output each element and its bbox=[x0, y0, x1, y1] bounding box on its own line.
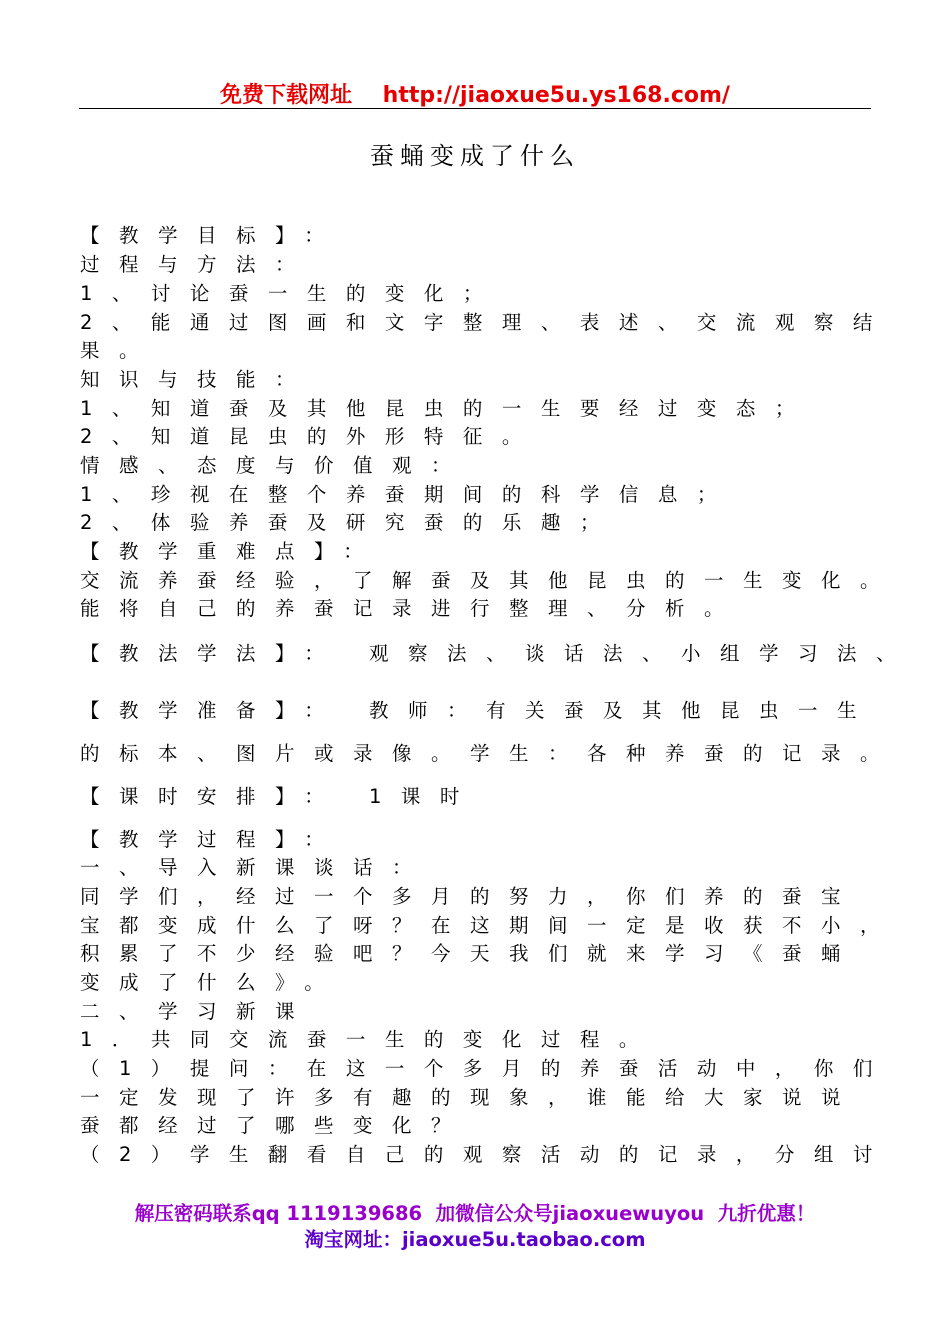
download-url-link[interactable]: http://jiaoxue5u.ys168.com/ bbox=[382, 83, 730, 108]
text-line: 【教学目标】： bbox=[80, 224, 344, 247]
text-line: 1、讨论蚕一生的变化； bbox=[80, 282, 502, 305]
text-line: 【教学重难点】： bbox=[80, 540, 383, 563]
text-line: （1）提问：在这一个多月的养蚕活动中，你们 bbox=[80, 1057, 892, 1080]
download-banner bbox=[0, 78, 950, 109]
text-line: 【教学准备】： 教师：有关蚕及其他昆虫一生 bbox=[80, 699, 876, 722]
footer-shop-link[interactable]: 淘宝网址：jiaoxue5u.taobao.com bbox=[304, 1228, 646, 1251]
text-line: 【教法学法】： 观察法、谈话法、小组学习法、 bbox=[80, 642, 915, 665]
text-line: 一、导入新课谈话： bbox=[80, 856, 432, 879]
text-line: （2）学生翻看自己的观察活动的记录，分组讨 bbox=[80, 1143, 892, 1166]
text-line: 2、体验养蚕及研究蚕的乐趣； bbox=[80, 511, 619, 534]
download-label: 免费下载网址 bbox=[220, 83, 353, 108]
text-line: 能将自己的养蚕记录进行整理、分析。 bbox=[80, 597, 744, 620]
text-line: 蚕都经过了哪些变化？ bbox=[80, 1114, 471, 1137]
text-line: 一定发现了许多有趣的现象，谁能给大家说说 bbox=[80, 1086, 861, 1109]
text-line: 变成了什么》。 bbox=[80, 971, 344, 994]
page-title: 蚕蛹变成了什么 bbox=[370, 142, 580, 170]
text-line: 知识与技能： bbox=[80, 368, 315, 391]
text-line: 二、学习新课 bbox=[80, 1000, 315, 1023]
text-line: 交流养蚕经验，了解蚕及其他昆虫的一生变化。 bbox=[80, 569, 900, 592]
text-line: 1、珍视在整个养蚕期间的科学信息； bbox=[80, 483, 736, 506]
text-line: 情感、态度与价值观： bbox=[80, 454, 471, 477]
text-line: 【教学过程】： bbox=[80, 828, 344, 851]
text-line: 同学们，经过一个多月的努力，你们养的蚕宝 bbox=[80, 885, 861, 908]
text-line: 果。 bbox=[80, 339, 159, 362]
text-line: 宝都变成什么了呀？在这期间一定是收获不小， bbox=[80, 914, 900, 937]
text-line: 1．共同交流蚕一生的变化过程。 bbox=[80, 1028, 658, 1051]
text-line: 2、知道昆虫的外形特征。 bbox=[80, 425, 541, 448]
text-line: 的标本、图片或录像。学生：各种养蚕的记录。 bbox=[80, 742, 900, 765]
text-line: 积累了不少经验吧？今天我们就来学习《蚕蛹 bbox=[80, 942, 861, 965]
text-line: 【课时安排】： 1课时 bbox=[80, 785, 479, 808]
text-line: 2、能通过图画和文字整理、表述、交流观察结 bbox=[80, 311, 892, 334]
text-line: 1、知道蚕及其他昆虫的一生要经过变态； bbox=[80, 397, 814, 420]
header-divider bbox=[79, 108, 871, 109]
text-line: 过程与方法： bbox=[80, 253, 315, 276]
footer-contact: 解压密码联系qq 1119139686 加微信公众号jiaoxuewuyou 九折优惠！ bbox=[134, 1202, 816, 1225]
